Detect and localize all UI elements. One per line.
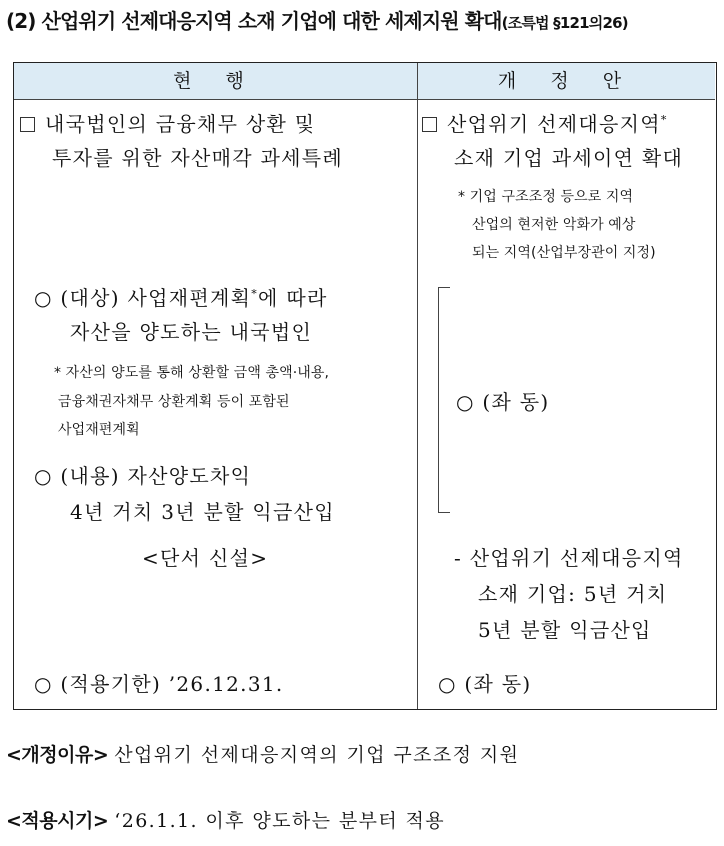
footnote-mark: * (660, 113, 668, 127)
section-title (6, 6, 722, 38)
law-reference: (조특법 §121의26) (501, 14, 628, 32)
comparison-table (13, 62, 717, 710)
current-target-line2: 자산을 양도하는 내국법인 (70, 320, 313, 344)
revised-same-2: ○ (좌 동) (438, 672, 532, 696)
current-target: ○ (대상) 사업재편계획*에 따라 (34, 286, 328, 310)
revised-new-line1: - 산업위기 선제대응지역 (454, 546, 684, 570)
column-divider (417, 63, 418, 709)
application-date-text: ‘26.1.1. 이후 양도하는 분부터 적용 (114, 810, 446, 832)
revised-same-1: ○ (좌 동) (456, 390, 550, 414)
header-revised: 개 정 안 (418, 63, 715, 100)
header-current: 현 행 (14, 63, 417, 100)
section-title-main: (2) 산업위기 선제대응지역 소재 기업에 대한 세제지원 확대 (6, 9, 502, 33)
checkbox-square-icon (422, 117, 437, 132)
new-clause-label: <단서 신설> (142, 546, 269, 570)
revision-reason-text: 산업위기 선제대응지역의 기업 구조조정 지원 (114, 744, 520, 766)
revision-reason (6, 740, 519, 770)
current-item-line2: 투자를 위한 자산매각 과세특례 (52, 146, 344, 170)
current-content-line2: 4년 거치 3년 분할 익금산입 (70, 500, 335, 524)
revised-note-line3: 되는 지역(산업부장관이 지정) (472, 245, 656, 261)
revised-item: 산업위기 선제대응지역* (422, 107, 668, 141)
application-date-label: <적용시기> (6, 810, 109, 832)
current-content: ○ (내용) 자산양도차익 (34, 464, 252, 488)
application-date (6, 806, 445, 836)
current-note-line1: * 자산의 양도를 통해 상환할 금액 총액·내용, (54, 365, 330, 381)
revision-reason-label: <개정이유> (6, 744, 109, 766)
checkbox-square-icon (20, 117, 35, 132)
revised-new-line3: 5년 분할 익금산입 (478, 618, 652, 642)
revised-item-line2: 소재 기업 과세이연 확대 (454, 146, 684, 170)
revised-note-line2: 산업의 현저한 악화가 예상 (472, 217, 636, 233)
current-note-line2: 금융채권자채무 상환계획 등이 포함된 (58, 394, 290, 410)
bracket-line (438, 287, 450, 513)
revised-new-line2: 소재 기업: 5년 거치 (478, 582, 668, 606)
footnote-mark: * (251, 287, 259, 301)
revised-note-line1: * 기업 구조조정 등으로 지역 (458, 189, 634, 205)
current-note-line3: 사업재편계획 (58, 422, 140, 438)
current-deadline: ○ (적용기한) ’26.12.31. (34, 672, 284, 696)
current-item: 내국법인의 금융채무 상환 및 (20, 107, 315, 141)
